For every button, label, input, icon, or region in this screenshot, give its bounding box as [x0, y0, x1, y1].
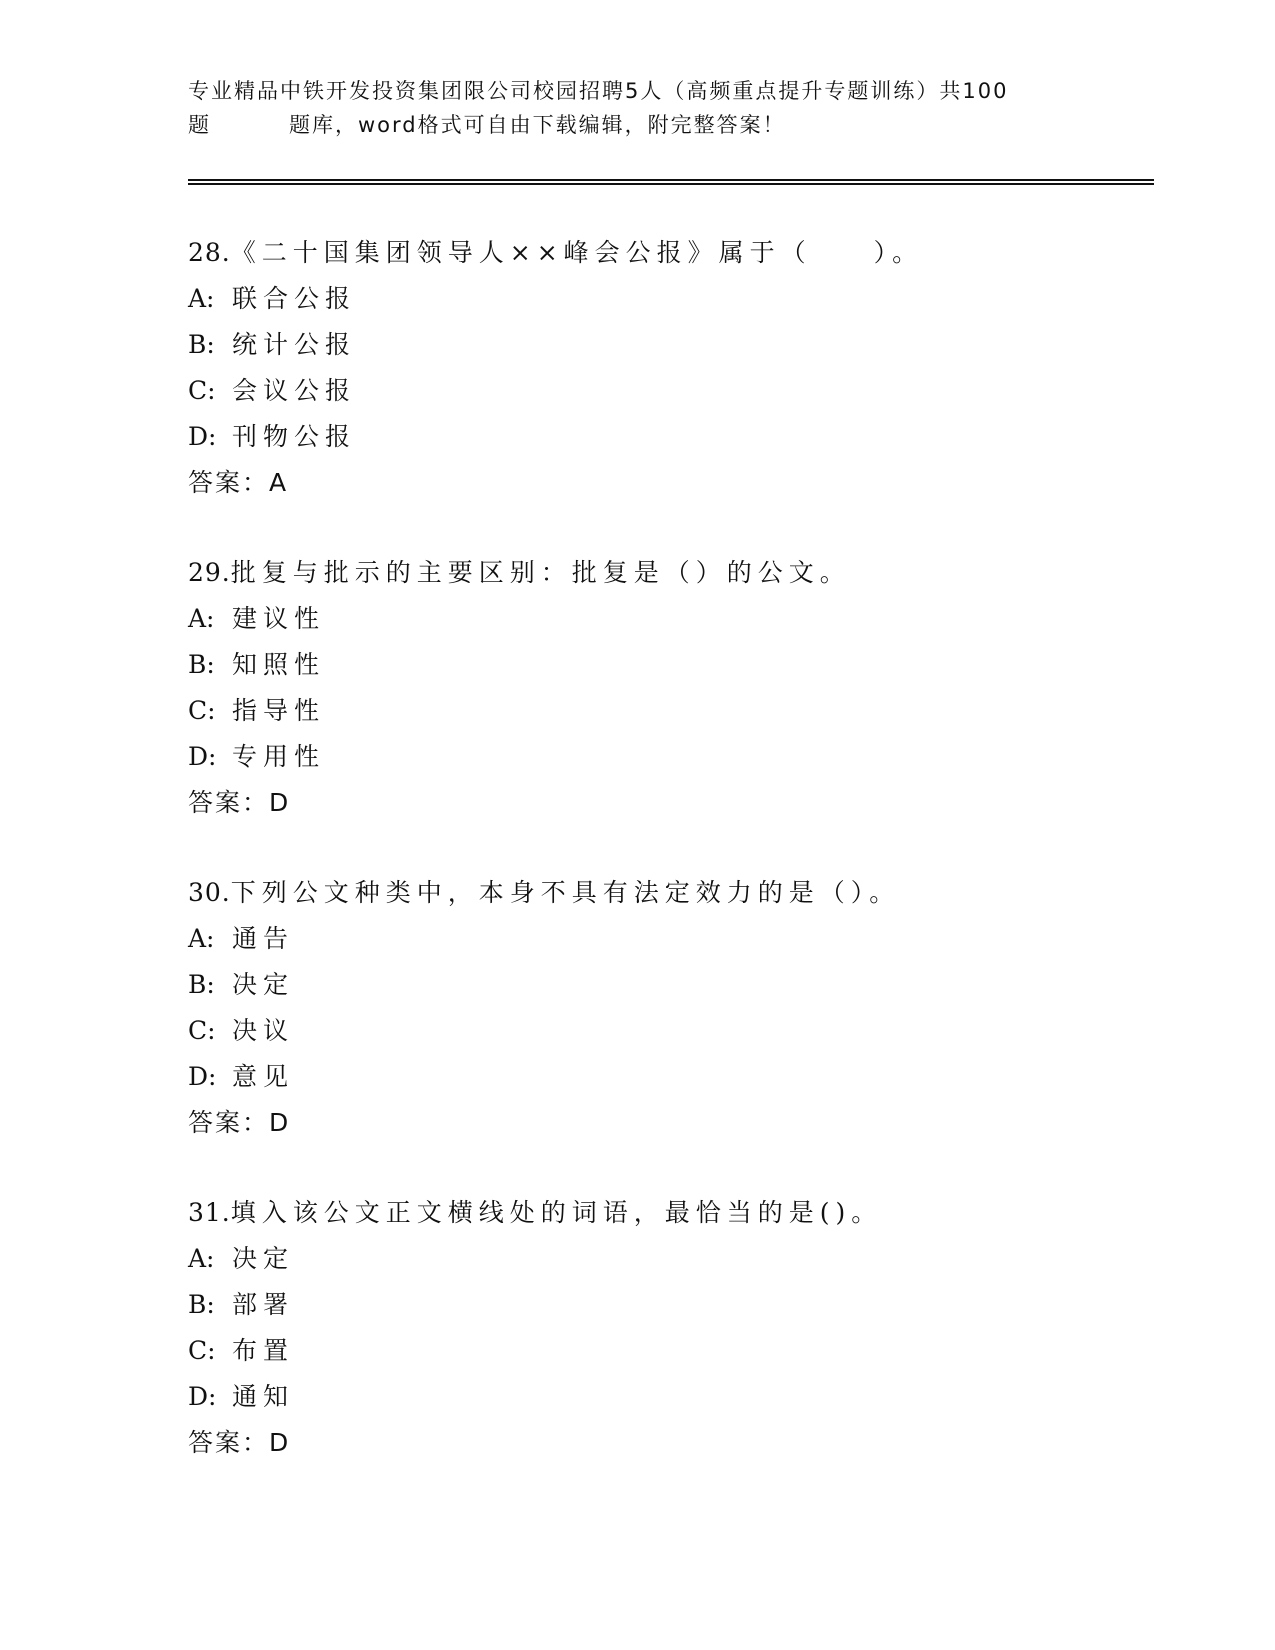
- question-stem: [188, 1190, 1148, 1236]
- option-c: [188, 368, 1148, 414]
- answer-label: 答案：: [188, 1428, 270, 1457]
- option-text: 知照性: [232, 650, 326, 679]
- option-text: 统计公报: [232, 330, 357, 359]
- header-line-2-start: 题: [188, 113, 211, 137]
- option-key: D:: [188, 742, 217, 771]
- option-text: 会议公报: [232, 376, 357, 405]
- option-d: [188, 734, 1148, 780]
- header-line-2-rest: 题库，word格式可自由下载编辑，附完整答案！: [289, 113, 786, 137]
- question-31: [188, 1190, 1148, 1466]
- option-b: [188, 1282, 1148, 1328]
- option-key: A:: [188, 604, 215, 633]
- option-text: 建议性: [232, 604, 326, 633]
- option-text: 决定: [232, 1244, 295, 1273]
- option-d: [188, 1054, 1148, 1100]
- header-line-2: [188, 108, 1088, 142]
- option-key: D:: [188, 1382, 217, 1411]
- option-b: [188, 962, 1148, 1008]
- option-key: A:: [188, 284, 215, 313]
- header-line-1: 专业精品中铁开发投资集团限公司校园招聘5人（高频重点提升专题训练）共100: [188, 79, 1009, 103]
- option-key: D:: [188, 1062, 217, 1091]
- option-a: [188, 596, 1148, 642]
- answer-line: [188, 1100, 1148, 1146]
- option-a: [188, 1236, 1148, 1282]
- page-header: [188, 74, 1088, 142]
- question-number: 29.: [188, 558, 231, 587]
- option-b: [188, 642, 1148, 688]
- option-key: B:: [188, 970, 215, 999]
- question-stem: [188, 870, 1148, 916]
- option-key: B:: [188, 330, 215, 359]
- question-stem: [188, 550, 1148, 596]
- answer-line: [188, 780, 1148, 826]
- question-number: 28.: [188, 238, 231, 267]
- question-list: [188, 230, 1148, 1510]
- answer-value: A: [269, 468, 289, 497]
- option-key: A:: [188, 1244, 215, 1273]
- option-a: [188, 276, 1148, 322]
- option-c: [188, 1008, 1148, 1054]
- answer-line: [188, 460, 1148, 506]
- question-28: [188, 230, 1148, 506]
- question-number: 31.: [188, 1198, 231, 1227]
- answer-label: 答案：: [188, 468, 270, 497]
- option-text: 布置: [232, 1336, 295, 1365]
- header-divider: [188, 179, 1154, 185]
- question-text: 填入该公文正文横线处的词语，最恰当的是()。: [230, 1198, 883, 1227]
- option-key: C:: [188, 696, 216, 725]
- question-text: 《二十国集团领导人××峰会公报》属于（ ）。: [230, 238, 924, 267]
- option-key: C:: [188, 1016, 216, 1045]
- option-text: 决定: [232, 970, 295, 999]
- question-text: 批复与批示的主要区别：批复是（）的公文。: [230, 558, 851, 587]
- option-text: 联合公报: [232, 284, 357, 313]
- option-key: C:: [188, 376, 216, 405]
- answer-label: 答案：: [188, 1108, 270, 1137]
- option-key: C:: [188, 1336, 216, 1365]
- option-d: [188, 1374, 1148, 1420]
- answer-value: D: [269, 788, 291, 817]
- option-c: [188, 688, 1148, 734]
- question-29: [188, 550, 1148, 826]
- answer-value: D: [269, 1108, 291, 1137]
- option-text: 部署: [232, 1290, 295, 1319]
- option-key: B:: [188, 650, 215, 679]
- answer-value: D: [269, 1428, 291, 1457]
- question-number: 30.: [188, 878, 231, 907]
- option-text: 通告: [232, 924, 295, 953]
- option-a: [188, 916, 1148, 962]
- option-c: [188, 1328, 1148, 1374]
- option-text: 决议: [232, 1016, 295, 1045]
- option-key: D:: [188, 422, 217, 451]
- option-text: 意见: [232, 1062, 295, 1091]
- answer-label: 答案：: [188, 788, 270, 817]
- option-text: 刊物公报: [232, 422, 357, 451]
- option-key: B:: [188, 1290, 215, 1319]
- option-text: 指导性: [232, 696, 326, 725]
- option-d: [188, 414, 1148, 460]
- question-stem: [188, 230, 1148, 276]
- question-text: 下列公文种类中，本身不具有法定效力的是（）。: [230, 878, 901, 907]
- option-text: 专用性: [232, 742, 326, 771]
- option-text: 通知: [232, 1382, 295, 1411]
- answer-line: [188, 1420, 1148, 1466]
- question-30: [188, 870, 1148, 1146]
- option-b: [188, 322, 1148, 368]
- option-key: A:: [188, 924, 215, 953]
